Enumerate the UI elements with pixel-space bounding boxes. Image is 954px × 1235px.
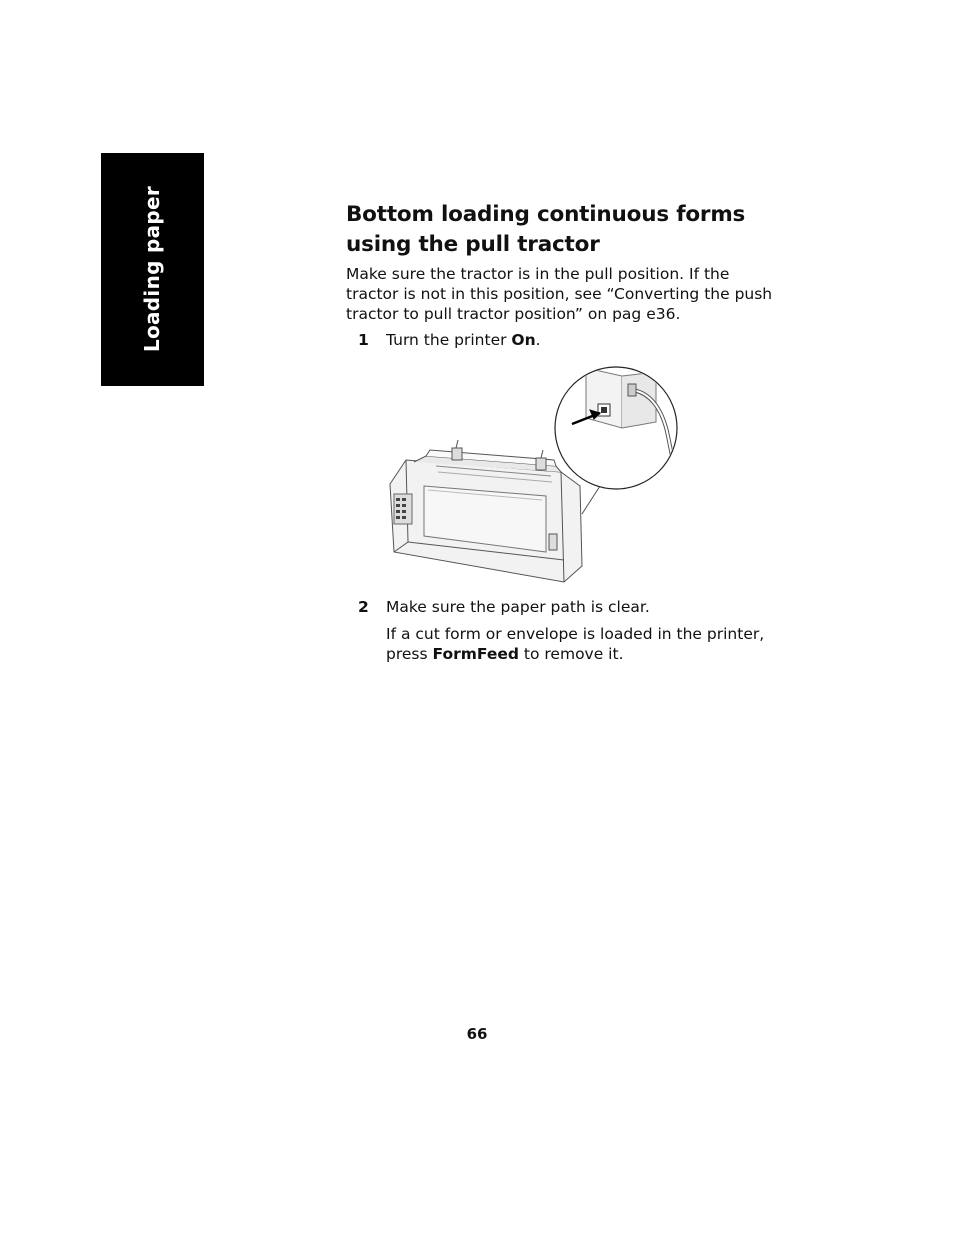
step-text bbox=[386, 330, 776, 350]
step-number: 1 bbox=[358, 331, 369, 349]
step-2-note bbox=[386, 624, 776, 664]
step-text-part: Turn the printer bbox=[386, 331, 512, 349]
step-text-part: . bbox=[535, 331, 541, 349]
printer-power-switch-illustration bbox=[386, 366, 682, 586]
section-title-line2: using the pull tractor bbox=[346, 232, 600, 257]
page-number: 66 bbox=[466, 1025, 488, 1043]
section-title-line1: Bottom loading continuous forms bbox=[346, 202, 746, 227]
side-tab-label: Loading paper bbox=[140, 185, 164, 353]
note-bold-term: FormFeed bbox=[432, 645, 519, 663]
note-text-part: to remove it. bbox=[518, 645, 624, 663]
intro-paragraph: Make sure the tractor is in the pull position. If the tractor is not in this position, see “Converting the push tractor to pull tractor position” on pag e36. bbox=[346, 265, 773, 323]
note-text-part: If a cut form or envelope is loaded in the printer, press bbox=[386, 625, 765, 663]
step-number: 2 bbox=[358, 598, 369, 616]
step-1 bbox=[346, 330, 776, 350]
step-2 bbox=[346, 597, 776, 617]
step-text: Make sure the paper path is clear. bbox=[386, 598, 650, 616]
side-tab bbox=[101, 153, 204, 386]
step-bold-term: On bbox=[511, 331, 536, 349]
section-title bbox=[346, 200, 776, 260]
